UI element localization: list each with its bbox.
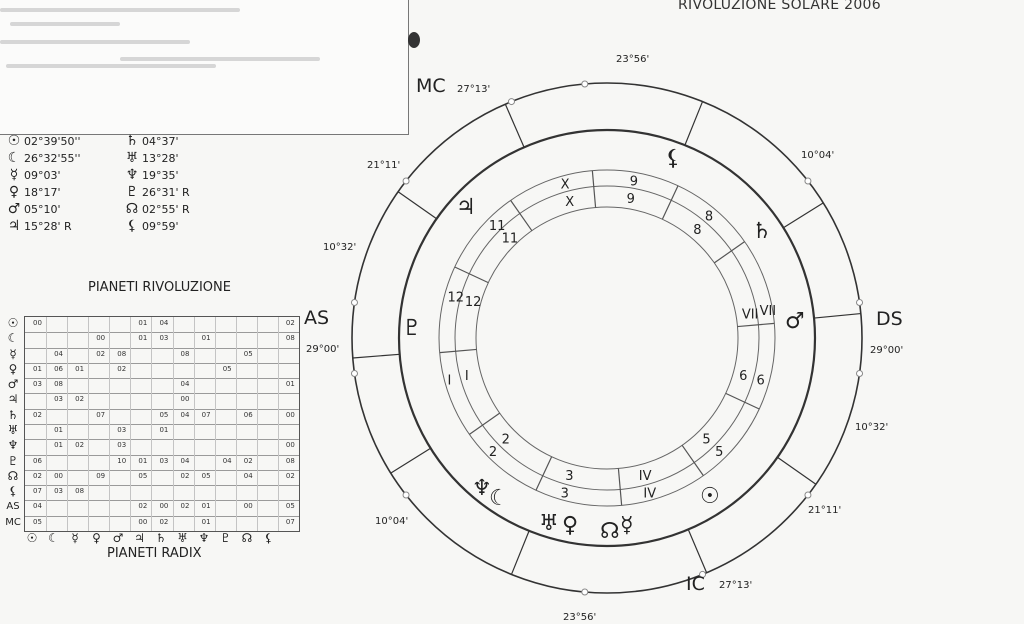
neptune-planet-icon: ♆ xyxy=(472,476,492,501)
grid-row-label: ♇ xyxy=(7,453,19,468)
grid-cell: 10 xyxy=(117,456,127,465)
grid-col-label: ☿ xyxy=(71,531,79,545)
house-number-outer: 11 xyxy=(488,218,506,234)
house-number-outer: 6 xyxy=(756,373,765,389)
cusp-dot xyxy=(508,99,514,105)
inner-cusp-line xyxy=(618,469,621,506)
cusp-degree-right: 10°32' xyxy=(855,422,889,433)
as-label: AS xyxy=(304,307,330,329)
grid-cell: 00 xyxy=(180,395,190,404)
sun-planet-icon: ☉ xyxy=(700,484,720,509)
inner-cusp-line xyxy=(469,413,499,434)
mercury-planet-icon: ☿ xyxy=(620,513,634,538)
grid-row-label: ☉ xyxy=(7,316,19,330)
grid-cell: 01 xyxy=(54,441,63,450)
grid-row-label: ⚸ xyxy=(8,484,18,499)
mc-label: MC xyxy=(416,75,446,97)
grid-cell: 05 xyxy=(201,471,211,480)
cusp-degree-lower-right: 21°11' xyxy=(808,505,842,516)
grid-col-label: ♇ xyxy=(220,531,231,545)
ds-degree: 29°00' xyxy=(870,345,904,356)
sun-icon: ☉ xyxy=(7,133,21,149)
grid-row-label: ♀ xyxy=(8,361,18,376)
cusp-dot xyxy=(351,370,357,376)
house-number-outer: 5 xyxy=(715,445,724,461)
grid-cell: 08 xyxy=(54,380,63,389)
grid-cell: 04 xyxy=(33,502,42,511)
grid-col-label: ♂ xyxy=(112,531,124,545)
grid-cell: 04 xyxy=(222,456,232,465)
position-row-lilith: ⚸ 09°59' xyxy=(122,219,179,234)
grid-cell: 00 xyxy=(54,471,63,480)
outer-cusp-line xyxy=(353,354,400,358)
cusp-dot xyxy=(805,492,811,498)
house-number-inner: I xyxy=(464,368,469,384)
grid-cell: 08 xyxy=(117,349,127,358)
grid-cell: 02 xyxy=(117,364,127,373)
grid-cell: 04 xyxy=(243,471,253,480)
position-row-jupiter: ♃ 15°28' R xyxy=(4,219,72,234)
mars-planet-icon: ♂ xyxy=(785,309,805,334)
position-row-neptune: ♆ 19°35' xyxy=(122,168,179,183)
cusp-dot xyxy=(582,81,588,87)
mars-icon: ♂ xyxy=(7,201,21,217)
house-number-inner: 9 xyxy=(626,192,635,208)
grid-cell: 00 xyxy=(33,319,42,327)
ic-label: IC xyxy=(686,573,705,595)
house-number-outer: 2 xyxy=(488,445,498,461)
house-number-inner: IV xyxy=(638,469,652,485)
grid-cell: 03 xyxy=(54,487,63,496)
grid-col-label: ☊ xyxy=(241,531,253,545)
grid-col-label: ♀ xyxy=(92,531,101,545)
jupiter-icon: ♃ xyxy=(7,218,21,234)
grid-row-label: ♄ xyxy=(7,407,19,422)
grid-cell: 01 xyxy=(54,426,63,434)
house-number-outer: VII xyxy=(759,304,777,320)
cusp-degree-upper-left: 21°11' xyxy=(367,160,401,171)
grid-row-label: ☾ xyxy=(7,331,19,346)
jupiter-planet-icon: ♃ xyxy=(456,195,476,220)
venus-planet-icon: ♀ xyxy=(562,513,579,538)
uranus-planet-icon: ♅ xyxy=(539,511,559,536)
grid-title: PIANETI RIVOLUZIONE xyxy=(88,280,231,295)
inner-cusp-line xyxy=(714,242,744,263)
house-number-outer: I xyxy=(447,373,452,389)
cusp-dot xyxy=(857,300,863,306)
saturn-planet-icon: ♄ xyxy=(752,219,772,244)
grid-cell: 02 xyxy=(33,410,42,419)
saturn-icon: ♄ xyxy=(125,133,139,149)
house-number-inner: 5 xyxy=(702,432,711,448)
outer-cusp-line xyxy=(777,457,816,484)
house-number-outer: IV xyxy=(643,486,657,502)
grid-cell: 06 xyxy=(54,364,63,373)
grid-row-label: ♃ xyxy=(7,392,19,407)
lilith-icon: ⚸ xyxy=(126,218,138,234)
grid-cell: 05 xyxy=(222,364,232,373)
grid-col-label: ☾ xyxy=(48,531,59,545)
grid-cell: 01 xyxy=(159,426,169,434)
house-number-outer: 12 xyxy=(447,290,464,306)
grid-cell: 05 xyxy=(33,517,42,526)
house-number-outer: 3 xyxy=(560,486,569,502)
grid-cell: 07 xyxy=(285,517,295,526)
position-row-mars: ♂ 05°10' xyxy=(4,202,61,217)
grid-cell: 08 xyxy=(285,334,295,343)
grid-cell: 03 xyxy=(117,441,127,450)
grid-cell: 08 xyxy=(180,349,190,358)
grid-cell: 01 xyxy=(138,319,148,327)
grid-col-label: ♅ xyxy=(177,531,188,545)
outer-ring xyxy=(352,83,862,593)
grid-cell: 01 xyxy=(201,502,211,511)
grid-cell: 03 xyxy=(117,426,127,434)
mercury-icon: ☿ xyxy=(9,167,19,183)
grid-cell: 02 xyxy=(180,471,190,480)
inner-cusp-line xyxy=(440,349,477,352)
outer-cusp-line xyxy=(685,102,703,146)
grid-cell: 01 xyxy=(138,334,148,343)
grid-footer: PIANETI RADIX xyxy=(107,546,202,561)
grid-row-label: ♅ xyxy=(7,423,19,437)
grid-cell: 01 xyxy=(201,517,211,526)
grid-cell: 02 xyxy=(180,502,190,511)
grid-col-label: ⚸ xyxy=(264,531,273,545)
cusp-degree-upper-right: 10°04' xyxy=(801,150,835,161)
moon-icon: ☾ xyxy=(7,150,21,166)
grid-cell: 08 xyxy=(75,487,85,496)
moon-planet-icon: ☾ xyxy=(489,486,509,511)
grid-row-label: ♆ xyxy=(7,438,19,453)
inner-cusp-line xyxy=(592,171,595,208)
grid-cell: 01 xyxy=(138,456,148,465)
grid-cell: 06 xyxy=(243,410,253,419)
house-number-outer: 8 xyxy=(704,209,714,225)
grid-cell: 05 xyxy=(285,502,295,511)
house-number-inner: VII xyxy=(741,307,759,323)
grid-cell: 03 xyxy=(54,395,63,404)
grid-cell: 02 xyxy=(285,319,295,327)
grid-cell: 07 xyxy=(201,410,211,419)
grid-cell: 02 xyxy=(243,456,253,465)
grid-cell: 01 xyxy=(285,380,295,389)
grid-col-label: ☉ xyxy=(26,531,38,545)
house-number-inner: 2 xyxy=(501,432,510,448)
grid-cell: 04 xyxy=(180,380,190,389)
grid-row-label: ♂ xyxy=(7,377,19,392)
inner-cusp-line xyxy=(682,445,703,475)
ic-degree: 27°13' xyxy=(719,580,753,591)
position-row-venus: ♀ 18°17' xyxy=(4,185,61,200)
grid-cell: 05 xyxy=(159,410,169,419)
pluto-planet-icon: ♇ xyxy=(402,316,422,341)
house-number-outer: 9 xyxy=(629,174,639,190)
grid-row-label: ☿ xyxy=(9,346,17,361)
cusp-degree-top: 23°56' xyxy=(616,54,650,65)
venus-icon: ♀ xyxy=(8,184,20,200)
grid-cell: 02 xyxy=(96,349,106,358)
grid-cell: 01 xyxy=(33,364,42,373)
house-number-inner: 8 xyxy=(693,223,702,239)
position-row-node: ☊ 02°55' R xyxy=(122,202,190,217)
grid-cell: 04 xyxy=(54,349,63,358)
inner-cusp-line xyxy=(738,323,775,326)
mc-degree: 27°13' xyxy=(457,84,491,95)
outer-cusp-line xyxy=(505,104,524,147)
grid-cell: 05 xyxy=(138,471,148,480)
cusp-dot xyxy=(805,178,811,184)
uranus-icon: ♅ xyxy=(125,150,139,166)
node-icon: ☊ xyxy=(125,201,139,217)
outer-cusp-line xyxy=(783,203,823,228)
grid-cell: 06 xyxy=(33,456,42,465)
cusp-dot xyxy=(351,300,357,306)
as-degree: 29°00' xyxy=(306,344,340,355)
cusp-dot xyxy=(403,178,409,184)
cusp-degree-bottom: 23°56' xyxy=(563,612,597,623)
outer-cusp-line xyxy=(814,314,861,319)
cusp-dot xyxy=(403,492,409,498)
grid-cell: 03 xyxy=(33,380,42,389)
position-row-saturn: ♄ 04°37' xyxy=(122,134,179,149)
grid-cell: 00 xyxy=(138,517,148,526)
grid-row-label: AS xyxy=(6,501,20,513)
grid-cell: 00 xyxy=(285,441,295,450)
grid-col-label: ♄ xyxy=(155,531,167,545)
house-number-inner: 11 xyxy=(501,231,519,247)
grid-col-label: ♆ xyxy=(198,531,210,545)
outer-cusp-line xyxy=(688,529,706,572)
inner-cusp-line xyxy=(511,200,532,230)
grid-cell: 02 xyxy=(285,471,295,480)
position-row-moon: ☾ 26°32'55'' xyxy=(4,151,81,166)
grid-cell: 04 xyxy=(159,319,169,327)
neptune-icon: ♆ xyxy=(125,167,139,183)
grid-cell: 00 xyxy=(96,334,106,343)
house-number-inner: 12 xyxy=(464,295,482,311)
grid-cell: 00 xyxy=(285,410,295,419)
outer-cusp-line xyxy=(391,448,431,473)
pluto-icon: ♇ xyxy=(125,184,139,200)
grid-col-label: ♃ xyxy=(134,531,145,545)
cusp-dot xyxy=(857,370,863,376)
position-row-pluto: ♇ 26°31' R xyxy=(122,185,190,200)
outer-cusp-line xyxy=(511,531,529,575)
house-number-inner: X xyxy=(565,194,575,210)
grid-cell: 02 xyxy=(159,517,169,526)
house-number-outer: X xyxy=(560,177,570,193)
grid-cell: 02 xyxy=(75,441,85,450)
position-row-mercury: ☿ 09°03' xyxy=(4,168,61,183)
cusp-degree-lower-left: 10°04' xyxy=(375,516,409,527)
middle-ring xyxy=(399,130,815,546)
house-number-inner: 6 xyxy=(739,368,748,384)
grid-cell: 00 xyxy=(243,502,253,511)
node-planet-icon: ☊ xyxy=(600,519,620,544)
house-number-inner: 3 xyxy=(565,469,574,485)
position-row-sun: ☉ 02°39'50'' xyxy=(4,134,81,149)
grid-cell: 02 xyxy=(138,502,148,511)
lilith-planet-icon: ⚸ xyxy=(665,146,682,171)
grid-row-label: MC xyxy=(5,516,21,528)
grid-cell: 07 xyxy=(33,487,42,496)
grid-cell: 04 xyxy=(180,456,190,465)
grid-cell: 08 xyxy=(285,456,295,465)
ds-label: DS xyxy=(876,308,903,330)
grid-cell: 03 xyxy=(159,456,169,465)
grid-cell: 07 xyxy=(96,410,106,419)
grid-row-label: ☊ xyxy=(7,468,19,483)
grid-cell: 01 xyxy=(75,364,85,373)
grid-cell: 01 xyxy=(201,334,211,343)
grid-cell: 02 xyxy=(75,395,85,404)
grid-cell: 02 xyxy=(33,471,42,480)
cusp-degree-left: 10°32' xyxy=(323,242,357,253)
grid-cell: 04 xyxy=(180,410,190,419)
position-row-uranus: ♅ 13°28' xyxy=(122,151,179,166)
grid-cell: 00 xyxy=(159,502,169,511)
chart-title: RIVOLUZIONE SOLARE 2006 xyxy=(678,0,881,13)
grid-cell: 03 xyxy=(159,334,169,343)
outer-cusp-line xyxy=(398,192,437,219)
grid-cell: 09 xyxy=(96,471,106,480)
grid-cell: 05 xyxy=(243,349,253,358)
cusp-dot xyxy=(582,589,588,595)
